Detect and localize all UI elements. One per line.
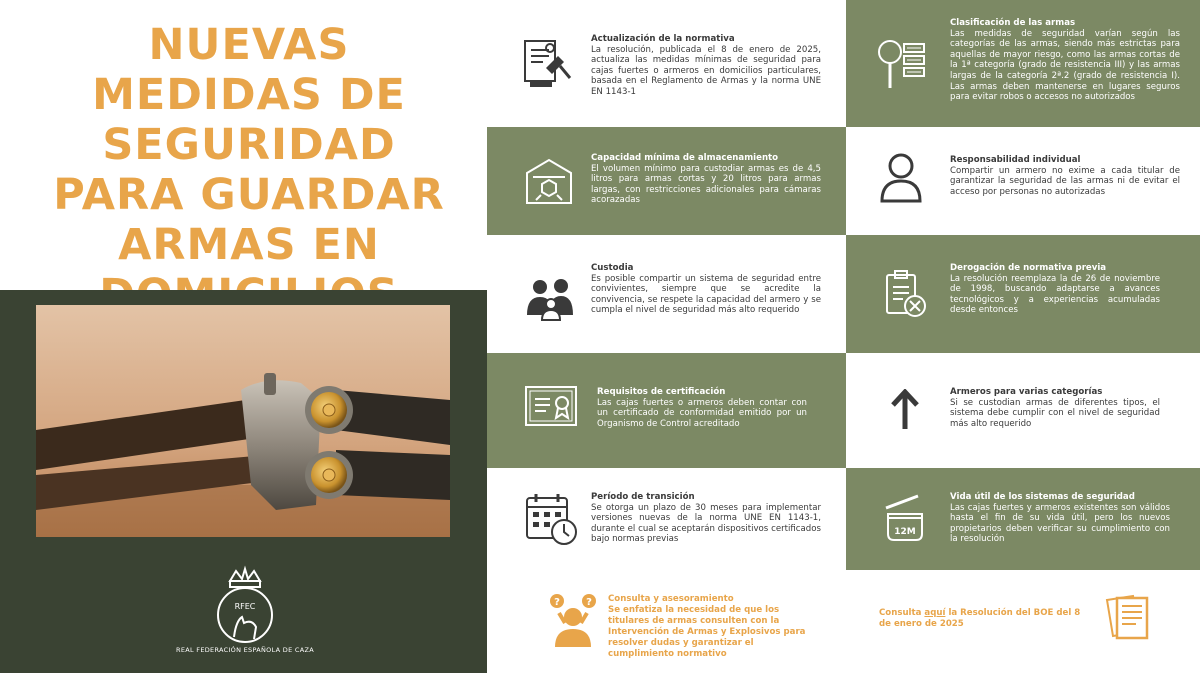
family-icon [527, 277, 575, 321]
clipboard-cancel-icon [884, 269, 928, 319]
svg-text:?: ? [554, 597, 560, 608]
card-varias-categorias [846, 353, 1200, 468]
card-actualizacion [487, 0, 846, 127]
card-heading: Armeros para varias categorías [950, 387, 1103, 397]
question-person-icon [549, 593, 597, 647]
card-heading: Período de transición [591, 492, 695, 502]
svg-text:?: ? [586, 597, 592, 608]
card-heading: Vida útil de los sistemas de seguridad [950, 492, 1135, 502]
card-heading: Custodia [591, 263, 634, 273]
card-body: Compartir un armero no exime a cada titular de garantizar la seguridad de las armas ni de evitar el acceso por personas no autorizadas [950, 165, 1180, 197]
logo-initials: RFEC [234, 602, 256, 611]
documents-icon[interactable] [1103, 592, 1157, 642]
card-vida-util [846, 468, 1200, 570]
card-body: Se otorga un plazo de 30 meses para implementar versiones nuevas de la norma UNE EN 1143-1, durante el cual se aceptarán dispositivos certificados bajo normas previas [591, 502, 821, 545]
card-clasificacion [846, 0, 1200, 127]
card-certificacion [487, 353, 846, 468]
person-icon [879, 153, 923, 203]
card-heading: Requisitos de certificación [597, 387, 726, 397]
card-heading: Actualización de la normativa [591, 34, 735, 44]
card-body: La resolución reemplaza la de 26 de noviembre de 1998, buscando adaptarse a avances tecnológicos y a experiencias acumuladas desde entonces [950, 273, 1160, 316]
consulta-body: Se enfatiza la necesidad de que los titulares de armas consulten con la Intervención de Armas y Explosivos para resolver dudas y garantizar el cumplimiento normativo [608, 605, 806, 659]
organization-name: REAL FEDERACIÓN ESPAÑOLA DE CAZA [176, 646, 314, 654]
boe-suffix: la Resolución del BOE del 8 de enero de 2025 [879, 608, 1081, 629]
warehouse-box-icon [524, 157, 574, 205]
card-responsabilidad [846, 127, 1200, 235]
card-heading: Clasificación de las armas [950, 18, 1076, 28]
consulta-block [608, 594, 818, 660]
card-body: Si se custodian armas de diferentes tipos, el sistema debe cumplir con el nivel de seguridad más alto requerido [950, 397, 1160, 429]
legal-document-gavel-icon [520, 38, 572, 90]
certificate-icon [524, 385, 578, 427]
card-body: Es posible compartir un sistema de seguridad entre convivientes, siempre que se acredite la convivencia, se respete la capacidad del armero y se cumpla el nivel de seguridad más alto requerido [591, 273, 821, 316]
card-capacidad [487, 127, 846, 235]
magnifier-list-icon [876, 38, 928, 92]
boe-link[interactable]: aquí [924, 608, 946, 618]
card-heading: Capacidad mínima de almacenamiento [591, 153, 779, 163]
open-jar-12m-icon [884, 494, 926, 542]
card-derogacion [846, 235, 1200, 353]
boe-block [879, 608, 1094, 630]
card-body: Las medidas de seguridad varían según las categorías de las armas, siendo más estrictas para aquellas de mayor riesgo, como las armas cortas de la 1ª categoría (grado de resistencia III) y las armas largas de la categoría 2ª.2 (grado de resistencia I). Las armas deben mantenerse en lugares seguros para evitar robos o accesos no autorizados [950, 28, 1180, 103]
card-body: Las cajas fuertes o armeros deben contar con un certificado de conformidad emitido por un Organismo de Control acreditado [597, 397, 807, 429]
card-body: Las cajas fuertes y armeros existentes son válidos hasta el fin de su vida útil, pero los nuevos propietarios deben verificar su cumplimiento con la resolución [950, 502, 1170, 545]
card-custodia [487, 235, 846, 353]
jar-label: 12M [894, 527, 916, 537]
calendar-clock-icon [525, 492, 579, 546]
boe-prefix: Consulta [879, 608, 922, 618]
page-title: NUEVAS MEDIDAS DE SEGURIDAD PARA GUARDAR ARMAS EN [53, 20, 445, 270]
arrow-up-icon [890, 389, 920, 431]
card-body: La resolución, publicada el 8 de enero de 2025, actualiza las medidas mínimas de seguridad para cajas fuertes o armeros en domicilios particulares, basada en el Reglamento de Armas y la norma UNE EN 1143-1 [591, 44, 821, 97]
shotgun-photo [36, 305, 450, 537]
card-transicion [487, 468, 846, 570]
consulta-heading: Consulta y asesoramiento [608, 594, 734, 604]
card-heading: Responsabilidad individual [950, 155, 1081, 165]
card-body: El volumen mínimo para custodiar armas es de 4,5 litros para armas cortas y 20 litros para armas largas, con restricciones adicionales para cámaras acorazadas [591, 163, 821, 206]
card-heading: Derogación de normativa previa [950, 263, 1107, 273]
